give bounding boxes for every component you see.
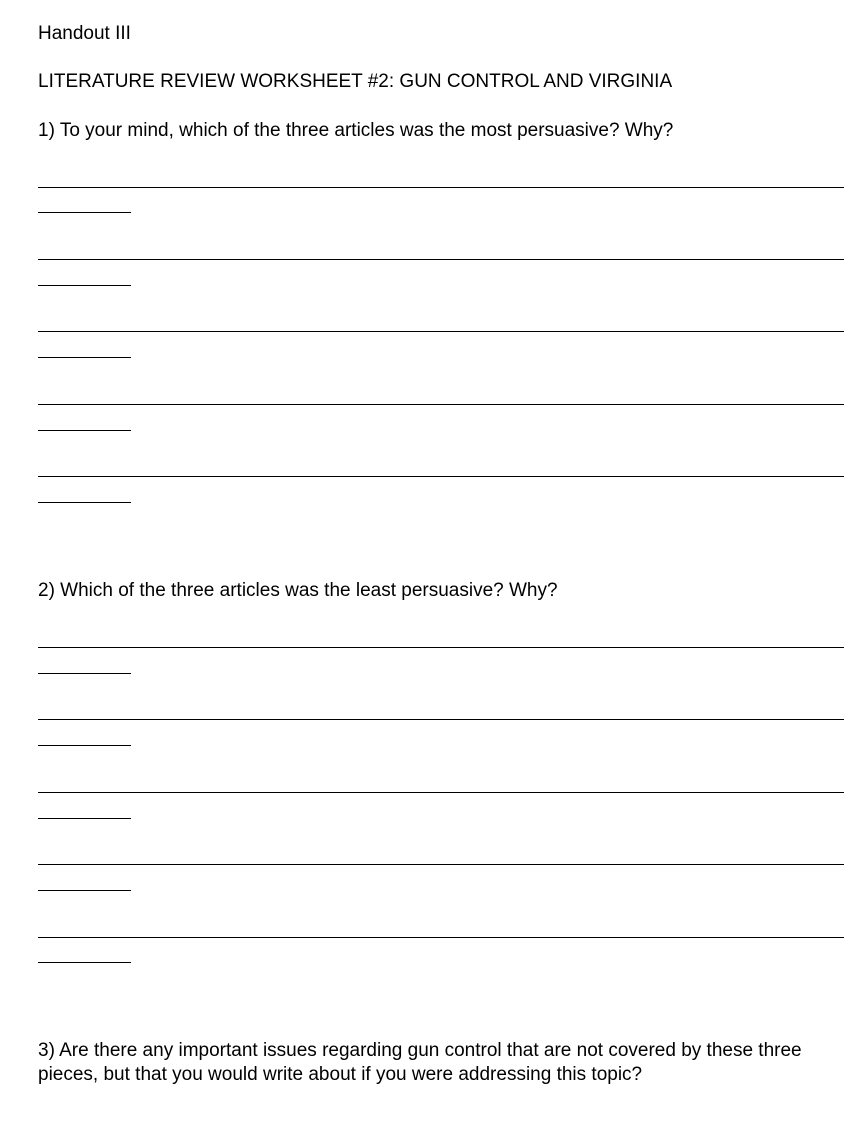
answer-line[interactable]: [38, 937, 844, 938]
answer-line[interactable]: [38, 864, 844, 865]
answer-line-continuation[interactable]: [38, 430, 131, 431]
answer-line[interactable]: [38, 331, 844, 332]
question-3-text: 3) Are there any important issues regarding gun control that are not covered by these three pieces, but that you would write about if you were addressing this topic?: [38, 1040, 802, 1085]
answer-line-continuation[interactable]: [38, 357, 131, 358]
answer-line[interactable]: [38, 647, 844, 648]
answer-line[interactable]: [38, 719, 844, 720]
answer-line-continuation[interactable]: [38, 818, 131, 819]
answer-line[interactable]: [38, 404, 844, 405]
answer-line[interactable]: [38, 476, 844, 477]
answer-line[interactable]: [38, 259, 844, 260]
question-1-text: 1) To your mind, which of the three articles was the most persuasive? Why?: [38, 120, 674, 141]
answer-line[interactable]: [38, 187, 844, 188]
answer-line-continuation[interactable]: [38, 962, 131, 963]
question-2-text: 2) Which of the three articles was the least persuasive? Why?: [38, 580, 558, 601]
answer-line-continuation[interactable]: [38, 285, 131, 286]
answer-line-continuation[interactable]: [38, 502, 131, 503]
answer-line-continuation[interactable]: [38, 890, 131, 891]
worksheet-title: LITERATURE REVIEW WORKSHEET #2: GUN CONTROL AND VIRGINIA: [38, 71, 673, 92]
answer-line[interactable]: [38, 792, 844, 793]
answer-line-continuation[interactable]: [38, 673, 131, 674]
answer-line-continuation[interactable]: [38, 745, 131, 746]
answer-line-continuation[interactable]: [38, 212, 131, 213]
handout-label: Handout III: [38, 23, 131, 44]
